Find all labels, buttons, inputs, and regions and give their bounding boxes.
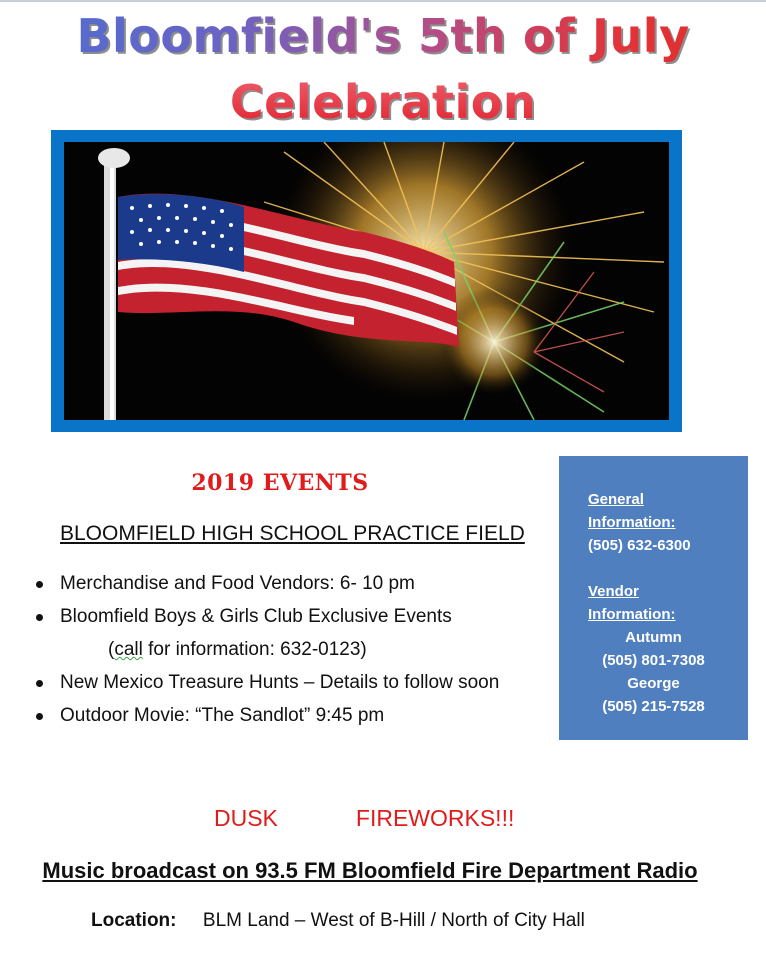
event-text: Merchandise and Food Vendors: 6- 10 pm [60, 573, 415, 594]
info-box [559, 456, 748, 740]
bullet-icon [36, 713, 43, 720]
event-text: Bloomfield Boys & Girls Club Exclusive Events [60, 606, 452, 627]
bullet-icon [36, 614, 43, 621]
broadcast-line: Music broadcast on 93.5 FM Bloomfield Fire Department Radio [42, 858, 698, 883]
events-list [36, 570, 556, 735]
event-text: New Mexico Treasure Hunts – Details to follow soon [60, 672, 500, 693]
sub-note-word: call [114, 639, 143, 660]
flag-and-fireworks-image [64, 142, 669, 420]
photo-frame [51, 130, 682, 432]
venue-title: BLOOMFIELD HIGH SCHOOL PRACTICE FIELD [60, 522, 525, 545]
fireworks-text: FIREWORKS!!! [355, 805, 515, 831]
events-heading: 2019 EVENTS [191, 470, 369, 496]
location-line [91, 910, 585, 932]
dusk-text: DUSK [214, 805, 278, 831]
page-title-line-1: Bloomfield's 5th of July [0, 6, 766, 66]
general-info-phone: (505) 632-6300 [588, 537, 691, 554]
top-rule [0, 0, 766, 2]
spacer [588, 557, 748, 580]
fireworks-illustration [64, 142, 669, 420]
contact-name-george: George [627, 675, 680, 692]
contact-phone-autumn: (505) 801-7308 [602, 652, 705, 669]
general-info-label-1: General [588, 491, 644, 508]
vendor-info-label-1: Vendor [588, 583, 639, 600]
event-text: Outdoor Movie: “The Sandlot” 9:45 pm [60, 705, 385, 726]
sub-note-prefix: ( [108, 639, 115, 660]
list-item [36, 669, 556, 702]
list-item [36, 603, 556, 636]
vendor-info-label-2: Information: [588, 606, 676, 623]
bullet-icon [36, 680, 43, 687]
list-item [36, 702, 556, 735]
page-title-line-2: Celebration [0, 72, 766, 132]
location-value: BLM Land – West of B-Hill / North of City Hall [202, 910, 585, 931]
general-info-label-2: Information: [588, 514, 676, 531]
sub-note-rest: for information: 632-0123) [142, 639, 367, 660]
fireworks-line [214, 805, 514, 832]
contact-phone-george: (505) 215-7528 [602, 698, 705, 715]
list-item [36, 570, 556, 603]
list-sub-note [36, 636, 556, 669]
underline-gap [278, 805, 356, 832]
contact-name-autumn: Autumn [625, 629, 682, 646]
bullet-icon [36, 581, 43, 588]
location-label: Location: [91, 910, 177, 931]
